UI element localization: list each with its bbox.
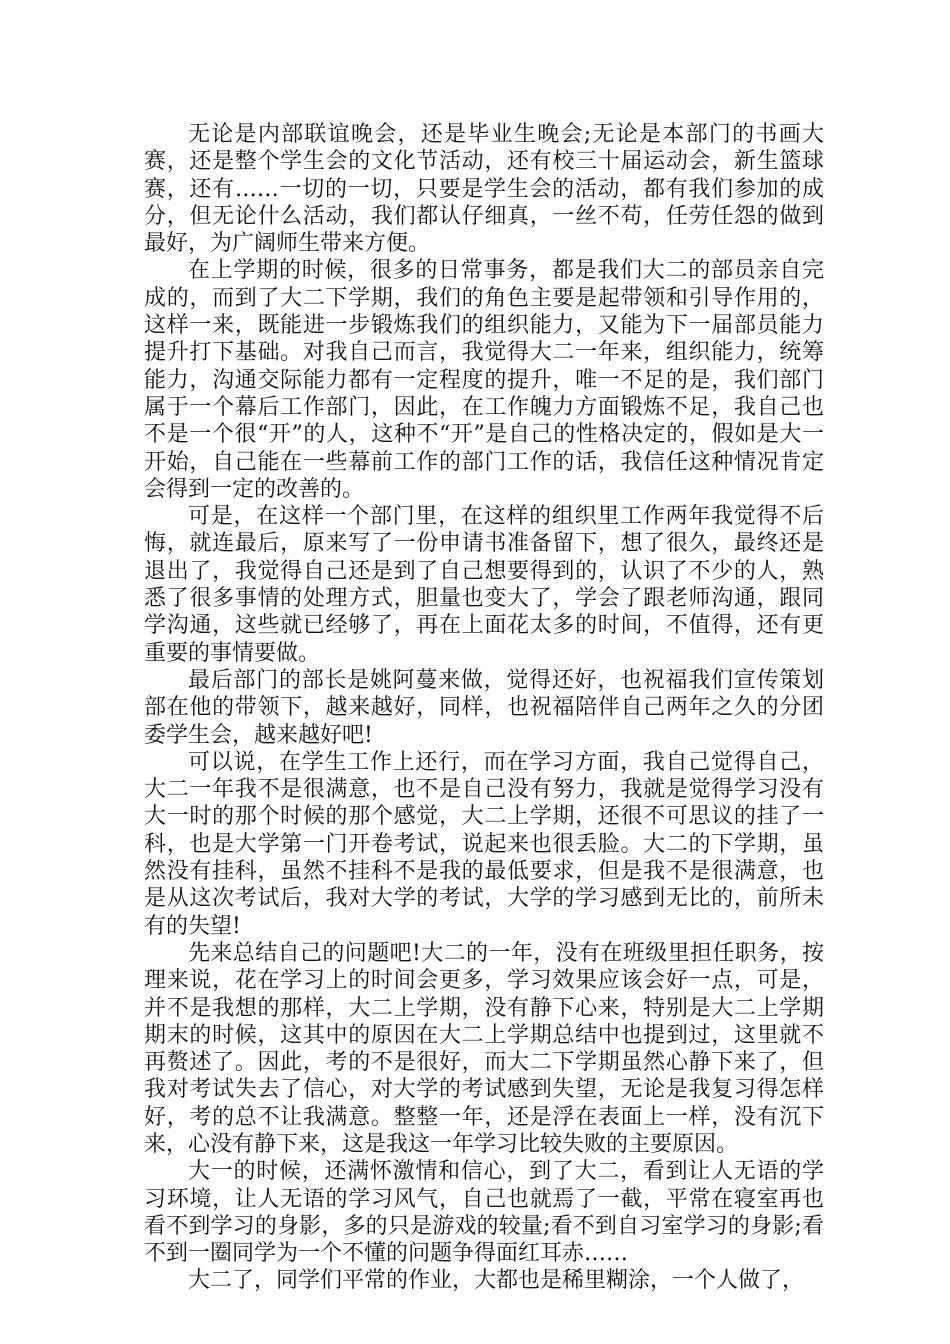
paragraph-2: 在上学期的时候，很多的日常事务，都是我们大二的部员亲自完成的，而到了大二下学期，我们的角色主要是起带领和引导作用的，这样一来，既能进一步锻炼我们的组织能力，又能为下一届部员能力提升打下基础。对我自己而言，我觉得大二一年来，组织能力，统筹能力，沟通交际能力都有一定程度的提升，唯一不足的是，我们部门属于一个幕后工作部门，因此，在工作魄力方面锻炼不足，我自己也不是一个很“开”的人，这种不“开”是自己的性格决定的，假如是大一开始，自己能在一些幕前工作的部门工作的话，我信任这种情况肯定会得到一定的改善的。 [144,258,824,502]
paragraph-4: 最后部门的部长是姚阿蔓来做，觉得还好，也祝福我们宣传策划部在他的带领下，越来越好，同样，也祝福陪伴自己两年之久的分团委学生会，越来越好吧! [144,667,824,748]
paragraph-8: 大二了，同学们平常的作业，大都也是稀里糊涂，一个人做了， [188,1268,805,1294]
paragraph-7: 大一的时候，还满怀激情和信心，到了大二，看到让人无语的学习环境，让人无语的学习风气，自己也就焉了一截，平常在寝室再也看不到学习的身影，多的只是游戏的较量;看不到自习室学习的身影;看不到一圈同学为一个不懂的问题争得面红耳赤…… [144,1159,824,1267]
paragraph-3: 可是，在这样一个部门里，在这样的组织里工作两年我觉得不后悔，就连最后，原来写了一份申请书准备留下，想了很久，最终还是退出了，我觉得自己还是到了自己想要得到的，认识了不少的人，熟悉了很多事情的处理方式，胆量也变大了，学会了跟老师沟通，跟同学沟通，这些就已经够了，再在上面花太多的时间，不值得，还有更重要的事情要做。 [144,504,824,666]
paragraph-1: 无论是内部联谊晚会，还是毕业生晚会;无论是本部门的书画大赛，还是整个学生会的文化节活动，还有校三十届运动会，新生篮球赛，还有……一切的一切，只要是学生会的活动，都有我们参加的成分，但无论什么活动，我们都认仔细真，一丝不苟，任劳任怨的做到最好，为广阔师生带来方便。 [144,122,824,257]
paragraph-6: 先来总结自己的问题吧!大二的一年，没有在班级里担任职务，按理来说，花在学习上的时间会更多，学习效果应该会好一点，可是，并不是我想的那样，大二上学期，没有静下心来，特别是大二上学期期末的时候，这其中的原因在大二上学期总结中也提到过，这里就不再赘述了。因此，考的不是很好，而大二下学期虽然心静下来了，但我对考试失去了信心，对大学的考试感到失望，无论是我复习得怎样好，考的总不让我满意。整整一年，还是浮在表面上一样，没有沉下来，心没有静下来，这是我这一年学习比较失败的主要原因。 [144,940,824,1157]
document-body [144,121,824,1295]
paragraph-5: 可以说，在学生工作上还行，而在学习方面，我自己觉得自己，大二一年我不是很满意，也不是自己没有努力，我就是觉得学习没有大一时的那个时候的那个感觉，大二上学期，还很不可思议的挂了一科，也是大学第一门开卷考试，说起来也很丢脸。大二的下学期，虽然没有挂科，虽然不挂科不是我的最低要求，但是我不是很满意，也是从这次考试后，我对大学的考试，大学的学习感到无比的，前所未有的失望! [144,749,824,939]
